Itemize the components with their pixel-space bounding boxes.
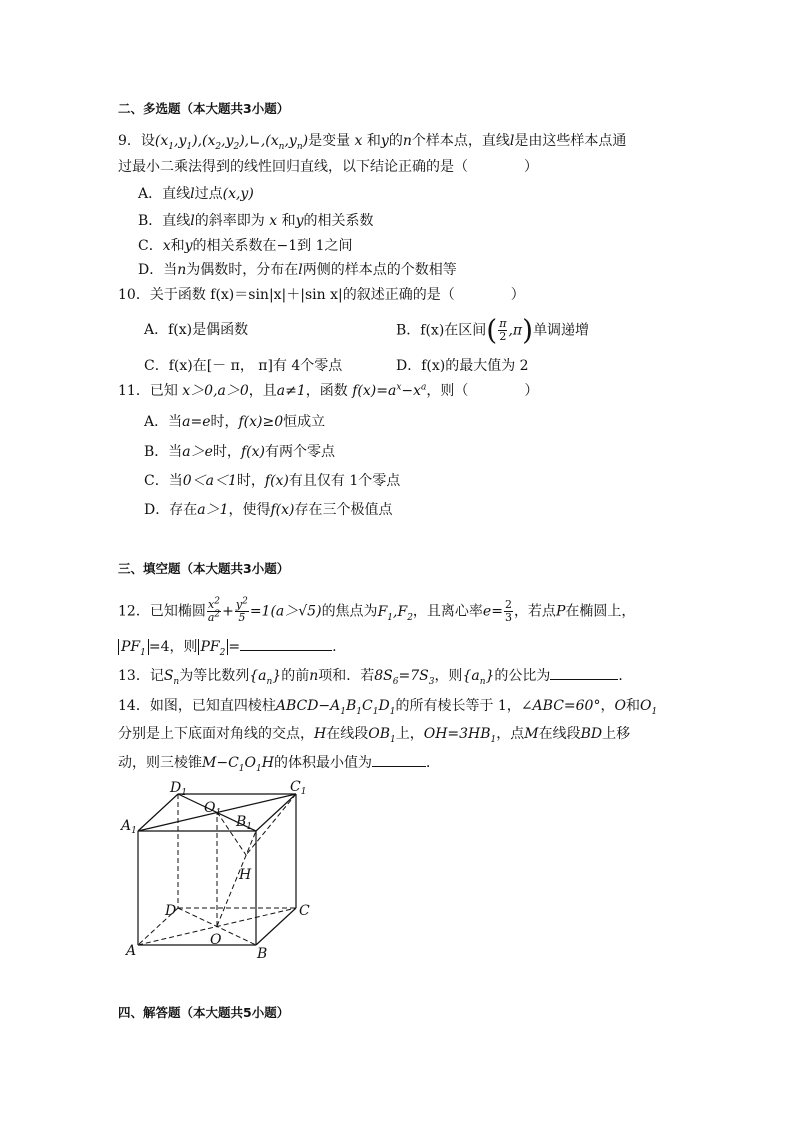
question-13: 13．记$S_n$为等比数列$\{a_n\}$的前n项和．若$8S_6=7S_3$，则$\{a_n\}$的公比为 ． [118, 665, 632, 686]
answer-blank-14[interactable] [372, 752, 426, 767]
question-10-option-c: C．f(x)在[－ π， π]有 4个零点 [144, 358, 343, 374]
label-b: B [257, 946, 268, 962]
label-b1: $B_1$ [236, 814, 253, 832]
section-title-multiple-choice: 二、多选题（本大题共3小题） [118, 101, 290, 116]
question-11-option-b: B．当a＞e时，f(x)有两个零点 [144, 444, 335, 460]
label-c: C [299, 903, 310, 919]
question-9-option-b: B．直线l的斜率即为 x 和y的相关系数 [138, 213, 374, 229]
question-9-option-d: D．当n为偶数时，分布在l两侧的样本点的个数相等 [138, 262, 457, 278]
question-10-option-b: B．f(x)在区间( $\frac{\pi}{2}$ ,π)单调递增 [396, 313, 590, 347]
label-o1: $O_1$ [204, 800, 222, 818]
answer-blank-13[interactable] [550, 665, 618, 680]
question-10-option-a: A．f(x)是偶函数 [144, 322, 249, 338]
section-title-solutions: 四、解答题（本大题共5小题） [118, 1005, 290, 1020]
question-12-line-2: $PF_1 =4$，则 $PF_2$ = . [118, 636, 337, 657]
label-h: H [239, 867, 252, 883]
label-a: A [126, 943, 137, 959]
question-10-stem: 10．关于函数 f(x)＝sin|x|＋|sin x|的叙述正确的是（ ） [118, 287, 525, 303]
question-11-option-d: D．存在a＞1，使得f(x)存在三个极值点 [144, 502, 393, 518]
label-d1: $D_1$ [170, 780, 187, 798]
question-12-line-1: 12．已知椭圆 $\frac{x^2}{a^2}$ + $\frac{y^2}{5}$ =1(a＞√5)的焦点为$F_1,F_2$，且离心率e= $\frac{2}{3}$ ，若点P在椭圆上， [118, 596, 636, 624]
question-11-stem: 11．已知 x＞0,a＞0，且a≠1，函数 $f(x)=a^x-x^a$，则（ ） [118, 382, 539, 399]
answer-blank-12[interactable] [240, 636, 332, 651]
question-9-line-2: 过最小二乘法得到的线性回归直线，以下结论正确的是（ ） [118, 159, 538, 175]
prism-figure [118, 778, 348, 968]
label-a1: $A_1$ [121, 818, 137, 836]
question-10-option-d: D．f(x)的最大值为 2 [396, 358, 529, 374]
question-14-line-1: 14．如图，已知直四棱柱$ABCD-A_1B_1C_1D_1$的所有棱长等于 1，∠ABC=60°，O和$O_1$ [118, 698, 658, 717]
question-11-option-c: C．当0＜a＜1时，f(x)有且仅有 1个零点 [144, 473, 401, 489]
question-9-option-a: A．直线l过点(x,y) [138, 186, 254, 202]
label-c1: $C_1$ [290, 779, 307, 797]
question-14-line-2: 分别是上下底面对角线的交点，H在线段$OB_1$上，$OH=3HB_1$，点M在线段BD上移 [118, 726, 631, 745]
label-d: D [165, 903, 177, 919]
question-14-line-3: 动，则三棱锥$M-C_1O_1H$的体积最小值为 ． [118, 752, 440, 773]
section-title-fill-in: 三、填空题（本大题共3小题） [118, 561, 290, 576]
question-11-option-a: A．当a=e时，f(x)≥0恒成立 [144, 414, 326, 430]
label-o: O [210, 932, 222, 948]
question-9-option-c: C．x和y的相关系数在−1到 1之间 [138, 238, 353, 254]
question-9-line-1: 9．设$(x_1,y_1),(x_2,y_2),∟,(x_n,y_n)$是变量 x 和y的n个样本点，直线l是由这些样本点通 [118, 133, 627, 152]
